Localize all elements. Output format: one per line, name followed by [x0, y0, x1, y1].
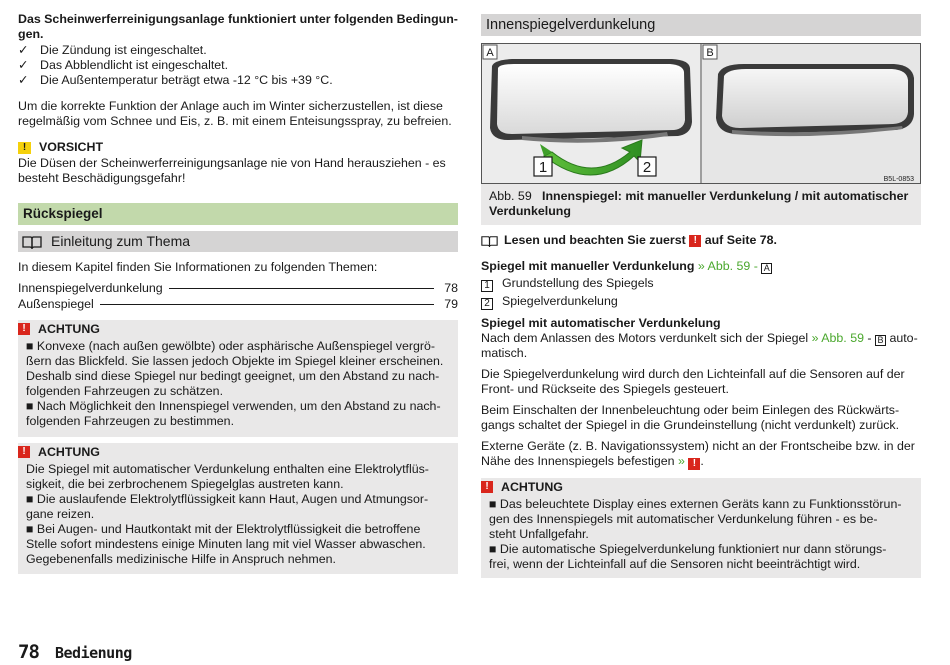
checkmark-icon: ✓ [18, 43, 29, 57]
warning-heading: ! ACHTUNG [18, 320, 450, 338]
section-title-rueckspiegel: Rückspiegel [18, 203, 458, 225]
book-icon [481, 235, 498, 247]
list-item: ✓ Die Zündung ist eingeschaltet. [18, 43, 207, 57]
warning-reference-link[interactable]: » [678, 454, 685, 468]
checkmark-icon: ✓ [18, 58, 29, 72]
manual-heading-line: Spiegel mit manueller Verdunkelung » Abb. 59 - A [481, 259, 921, 274]
toc-item-aussenspiegel[interactable]: Außenspiegel 79 [18, 297, 458, 311]
warning-box-1 [18, 320, 458, 437]
list-item: ✓ Das Abblendlicht ist eingeschaltet. [18, 58, 229, 72]
caution-text: Die Düsen der Scheinwerferreinigungsanlage nie von Hand herausziehen - es besteht Beschädigungsgefahr! [18, 156, 446, 185]
figure-reference-link[interactable]: » Abb. 59 - [697, 259, 758, 273]
list-item: ✓ Die Außentemperatur beträgt etwa -12 °C bis +39 °C. [18, 73, 333, 87]
warning-text: ■ Das beleuchtete Display eines externen Geräts kann zu Funktionsstörun- gen des Innenspiegels mit automatischer Verdunkelung führen - es be- steht Unfallgefahr. ■ Die automatische Spiegelverdunkelung funktioniert nur dann störungs- frei, wenn der Lichteinfall auf die Sensoren nicht beeinträchtigt wird. [489, 497, 902, 571]
intro-heading: Das Scheinwerferreinigungsanlage funktioniert unter folgenden Bedingun- gen. [18, 12, 458, 41]
topic-title: Einleitung zum Thema [18, 231, 458, 252]
mirror-b-glass [722, 69, 908, 128]
figure-reference-link[interactable]: » Abb. 59 [811, 331, 864, 345]
warning-box-3 [481, 478, 921, 578]
page-number: 78 [18, 641, 39, 663]
warning-icon: ! [18, 323, 30, 335]
book-icon [22, 235, 42, 249]
callout-1: 1 [538, 159, 548, 176]
warning-text: ■ Konvexe (nach außen gewölbte) oder asphärische Außenspiegel vergrö- ßern das Blickfeld. Sie lassen jedoch Objekte im Spiegel kleiner erscheinen. Deshalb sind diese Spiegel nur bedingt geeignet, um den Abstand zu nach- folgenden Fahrzeugen zu schätzen. ■ Nach Möglichkeit den Innenspiegel verwenden, um den Abstand zu nach- folgenden Fahrzeugen zu bestimmen. [26, 339, 444, 428]
letter-a-badge: A [761, 263, 772, 274]
warning-text: Die Spiegel mit automatischer Verdunkelung enthalten eine Elektrolytflüs- sigkeit, die bei zerbrochenem Spiegelglas austreten kann. ■ Die auslaufende Elektrolytflüssigkeit kann Haut, Augen und Atmungsor- gane reizen. ■ Bei Augen- und Hautkontakt mit der Elektrolytflüssigkeit die betroffene Stelle sofort mindestens einige Minuten lang mit viel Wasser abwaschen. Gegebenenfalls medizinische Hilfe in Anspruch nehmen. [26, 462, 429, 566]
warning-box-2 [18, 443, 458, 574]
mirror-a-glass [497, 64, 685, 134]
caution-block [18, 140, 458, 186]
read-first-line: Lesen und beachten Sie zuerst ! auf Seite 78. [481, 233, 921, 248]
caution-icon: ! [18, 142, 31, 154]
number-badge: 2 [481, 298, 493, 310]
warning-icon: ! [688, 458, 700, 470]
figure-label-b: B [706, 47, 714, 59]
manual-items [481, 276, 921, 310]
warning-icon: ! [481, 481, 493, 493]
auto-text: Nach dem Anlassen des Motors verdunkelt sich der Spiegel » Abb. 59 - B auto- [481, 331, 918, 345]
figure-code: B5L-0853 [883, 176, 914, 183]
warning-heading: ! ACHTUNG [18, 443, 450, 461]
warning-icon: ! [689, 235, 701, 247]
topic-intro: In diesem Kapitel finden Sie Informationen zu folgenden Themen: [18, 260, 378, 274]
warning-heading: ! ACHTUNG [481, 478, 913, 496]
callout-2: 2 [642, 159, 652, 176]
figure-label-a: A [486, 47, 494, 59]
checkmark-icon: ✓ [18, 73, 29, 87]
paragraph-sensors: Die Spiegelverdunkelung wird durch den Lichteinfall auf die Sensoren auf der Front- und Rückseite des Spiegels gesteuert. [481, 367, 905, 396]
section-title-innenspiegel: Innenspiegelverdunkelung [481, 14, 921, 36]
page-reference-link[interactable]: auf Seite 78. [704, 233, 777, 247]
figure-caption: Abb. 59 Innenspiegel: mit manueller Verdunkelung / mit automatischer Verdunkelung [481, 184, 921, 225]
list-item: 2 Spiegelverdunkelung [481, 294, 921, 310]
list-item: 1 Grundstellung des Spiegels [481, 276, 921, 292]
letter-b-badge: B [875, 335, 886, 346]
caution-heading: ! VORSICHT [18, 140, 458, 155]
mirror-illustration [482, 44, 921, 184]
paragraph-reverse-gear: Beim Einschalten der Innenbeleuchtung oder beim Einlegen des Rückwärts- gangs schaltet der Spiegel in die Grundeinstellung (nicht verdunkelt) zurück. [481, 403, 900, 432]
toc-item-innenspiegel[interactable]: Innenspiegelverdunkelung 78 [18, 281, 458, 295]
figure-mirrors [481, 43, 921, 184]
toc [18, 281, 458, 312]
number-badge: 1 [481, 280, 493, 292]
footer-section: Bedienung [55, 644, 132, 662]
warning-icon: ! [18, 446, 30, 458]
auto-section: Spiegel mit automatischer Verdunkelung Nach dem Anlassen des Motors verdunkelt sich der Spiegel » Abb. 59 - B auto- matisch. [481, 316, 921, 361]
paragraph-external-devices: Externe Geräte (z. B. Navigationssystem) nicht an der Frontscheibe bzw. in der Nähe des Innenspiegels befestigen » ! . [481, 439, 915, 469]
conditions-list [18, 43, 458, 88]
winter-paragraph: Um die korrekte Funktion der Anlage auch im Winter sicherzustellen, ist diese regelmäßig vom Schnee und Eis, z. B. mit einem Enteisungsspray, zu befreien. [18, 99, 452, 128]
